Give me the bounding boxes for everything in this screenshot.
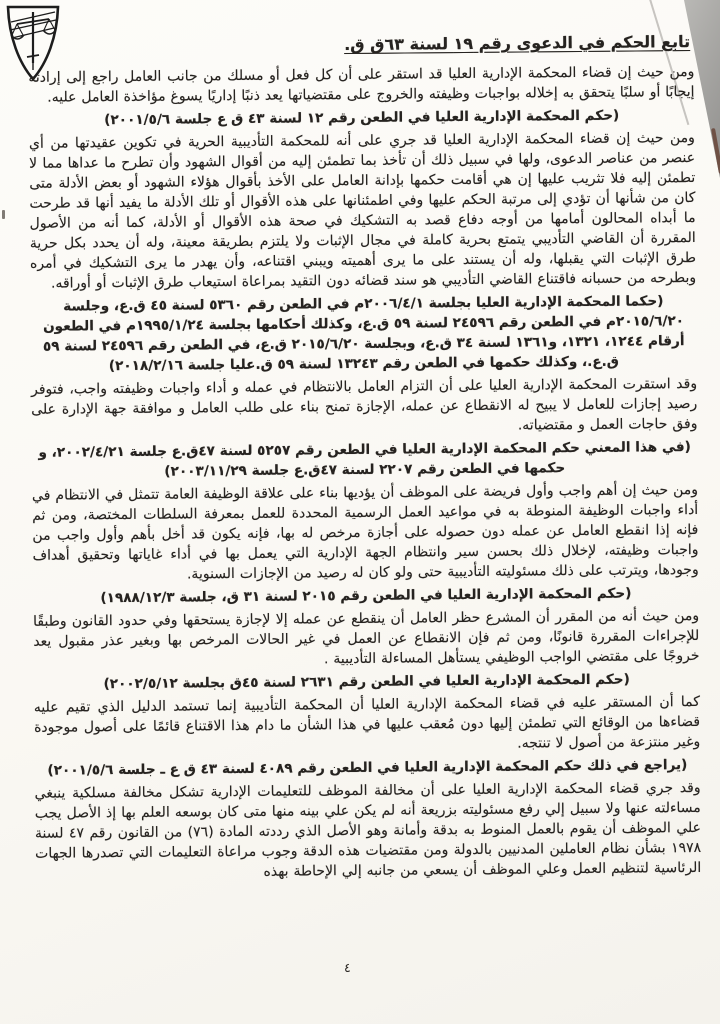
judgment-paragraph: ومن حيث إن قضاء المحكمة الإدارية العليا قد استقر على أن كل فعل أو مسلك من جانب العامل راجع إلى إرادته إيجابًا أو سلبًا يتحقق به إخلاله بواجبات وظيفته والخروج على مقتضياتها يعد ذنبًا إداريًا يسوغ مؤاخذة العامل عليه.	[28, 63, 695, 106]
judgment-paragraph: وقد استقرت المحكمة الإدارية العليا على أن التزام العامل بالانتظام في عمله و أداء واجبات وظيفته واجب، فتوفر رصيد إجازات للعامل لا يبيح له الانقطاع عن عمله، الإجازة تمنح بناء على طلب العامل و موافقة جهة الإدارة على وفق حاجات العمل و مقتضياته.	[31, 375, 698, 434]
case-citation: (حكم المحكمة الإدارية العليا في الطعن رقم ٢٠١٥ لسنة ٣١ ق، جلسة ١٩٨٨/١٢/٣)	[100, 585, 632, 607]
scan-speck	[2, 210, 5, 219]
case-citation: (في هذا المعني حكم المحكمة الإدارية العليا في الطعن رقم ٥٢٥٧ لسنة ٤٧ق.ع جلسة ٢٠٠٢/٤/٢١، و حكمها في الطعن رقم ٢٢٠٧ لسنة ٤٧ق.ع جلسة ٢٠٠٣/١١/٢٩)	[38, 439, 691, 480]
case-citation: (حكم المحكمة الإدارية العليا في الطعن رقم ١٢ لسنة ٤٣ ق ع جلسة ٢٠٠١/٥/٦)	[104, 107, 620, 129]
judgment-paragraph: ومن حيث أنه من المقرر أن المشرع حظر العامل أن ينقطع عن عمله إلا لإجازة يستحقها وفي حدود القانون وطبقًا للإجراءات المقررة قانونًا، ومن ثم فإن الانقطاع عن العمل في غير الحالات المرخص بها وبغير عذر مقبول يعد خروجًا على مقتضي الواجب الوظيفي يستأهل المساءلة التأديبية .	[33, 607, 700, 668]
page-number: ٤	[344, 960, 351, 975]
case-citation: (حكم المحكمة الإدارية العليا في الطعن رقم ٢٦٣١ لسنة ٤٥ق بجلسة ٢٠٠٢/٥/١٢)	[103, 671, 630, 693]
judgment-paragraph: كما أن المستقر عليه في قضاء المحكمة الإدارية العليا أن المحكمة التأديبية إنما تستمد الدليل الذي تقيم عليه قضاءها من الوقائع التي تطمئن إليها دون مُعقب عليها في هذا الشأن ما دام هذا الاقتناع قائمًا على أصول موجودة وغير منتزعة من أصول لا تنتجه.	[33, 693, 701, 752]
judgment-text-column	[28, 32, 701, 887]
page-title: تابع الحكم في الدعوى رقم ١٩ لسنة ٦٣ق ق.	[344, 32, 691, 55]
judgment-paragraph: ومن حيث إن قضاء المحكمة الإدارية العليا قد جري على أنه للمحكمة التأديبية الحرية في تكوين عقيدتها من أي عنصر من عناصر الدعوى، ولها في سبيل ذلك أن تأخذ بما تطمئن إليه من أقوال الشهود وأن تطرح ما عداها مما لا تطمئن إليه فلا تثريب عليها إن هي أقامت حكمها بإدانة العامل على الأخذ بأقوال هؤلاء الشهود أو بعض الأدلة متى كان من شأنها أن تؤدي إلى مرتبة الحكم عليها وفي اطمئنانها على هذه الأقوال أو تلك الأدلة ما يفيد أنها قد طرحت ما أبداه المحالون أمامها من أوجه دفاع قصد به التشكيك في صحة هذه الأقوال أو الأدلة، كما أنه من الأصول المقررة أن القاضي التأديبي يتمتع بحرية كاملة في مجال الإثبات ولا يلتزم بطريقة معينة، وله أن يحدد بكل حرية طرق الإثبات التي يقبلها، وله أن يستند على ما يرى أهميته ويبني اقتناعه، وأن يهدر ما يرى التشكيك في أمره وبطرحه من حسبانه فاقتناع القاضي التأديبي هو سند قضائه دون التقيد بمراعاة استيعاب طرق الإثبات أو أوراقه.	[28, 129, 697, 292]
judgment-paragraph: ومن حيث إن أهم واجب وأول فريضة على الموظف أن يؤديها بناء على علاقة الوظيفة العامة تتمثل في الانتظام في أداء واجبات الوظيفة المنوطة به في مواعيد العمل الرسمية المحددة للعمل بمعرفة السلطات المختصة، ومن ثم فإنه إذا انقطع العامل عن عمله دون حصوله على أجازة مرخص له بها، فإنه يكون قد أخل بأهم وأول واجب من واجبات وظيفته، لإخلال ذلك بحسن سير وانتظام الجهة الإدارية التي يعمل بها في أداء غاياتها وتحقيق أهداف وجودها، ويترتب على ذلك مسئوليته التأديبية حتى ولو كان له رصيد من الإجازات السنوية.	[31, 481, 699, 583]
case-citation: (يراجع في ذلك حكم المحكمة الإدارية العليا في الطعن رقم ٤٠٨٩ لسنة ٤٣ ق ع ـ جلسة ٢٠٠١/٥/٦)	[47, 757, 688, 779]
case-citation: (حكما المحكمة الإدارية العليا بجلسة ٢٠٠٦/٤/١م في الطعن رقم ٥٣٦٠ لسنة ٤٥ ق.ع، وجلسة ٢٠١٥/٦/٢٠م في الطعن رقم ٢٤٥٩٦ لسنة ٥٩ ق.ع، وكذلك أحكامها بجلسة ١٩٩٥/١/٢٤م في الطعون أرقام ١٢٤٤، ١٣٢١، و١٣٦١ لسنة ٣٤ ق.ع، وبجلسة ٢٠١٥/٦/٢٠ ق.ع، في الطعن رقم ٢٤٥٩٦ لسنة ٥٩ ق.ع.، وكذلك حكمها في الطعن رقم ١٣٢٤٣ لسنة ٥٩ ق.عليا جلسة ٢٠١٨/٢/١٦)	[42, 293, 685, 375]
judgment-paragraph: وقد جري قضاء المحكمة الإدارية العليا على أن مخالفة الموظف للتعليمات الإدارية تشكل مخالفة مسلكية ينبغي مساءلته عنها ولا سبيل إلي رفع مسئوليته بزريعة أنه لم يكن علي بينه منها متى كان بوسعه العلم بها إذ الأصل يجب علي الموظف أن يقوم بالعمل المنوط به بدقة وأمانة وهو الأصل الذي رددته المادة (٧٦) من القانون رقم ٤٧ لسنة ١٩٧٨ بشأن نظام العاملين المدنيين بالدولة ومن مقتضيات هذه الدقة وجوب مراعاة التعليمات التي تصدرها الجهات الرئاسية لتنظيم العمل وعلي الموظف أن يسعي من جانبه إلي الإحاطة بهذه	[34, 779, 702, 880]
